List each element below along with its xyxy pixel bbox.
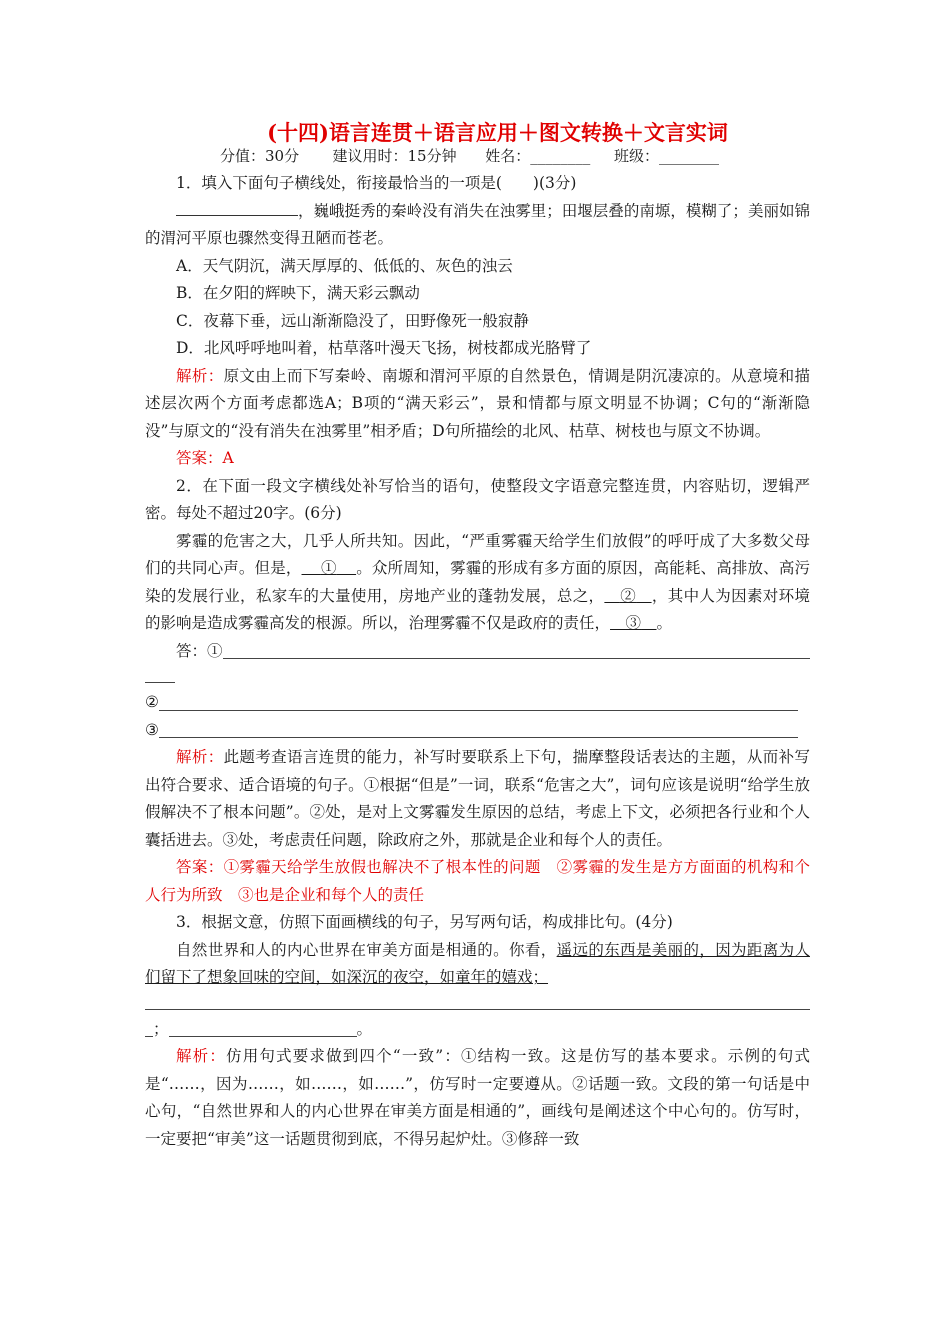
- q2-answer-line-1-cont: [145, 665, 810, 689]
- q3-stem: 3．根据文意，仿照下面画横线的句子，另写两句话，构成排比句。(4分): [176, 913, 673, 931]
- time-info: 建议用时：15分钟: [332, 147, 457, 165]
- class-field: 班级：________: [614, 147, 720, 165]
- score-info: 分值：30分: [220, 147, 300, 165]
- q2-answer-line-3: ③: [145, 717, 810, 745]
- q1-option-d: D．北风呼呼地叫着，枯草落叶漫天飞扬，树枝都成光胳臂了: [176, 339, 592, 357]
- q3-passage: 自然世界和人的内心世界在审美方面是相通的。你看，遥远的东西是美丽的，因为距离为人们留下了想象回味的空间，如深沉的夜空，如童年的嬉戏；: [145, 940, 810, 986]
- q2-blank-2: ②: [619, 586, 637, 605]
- q1-option-a: A．天气阴沉，满天厚厚的、低低的、灰色的浊云: [176, 256, 513, 275]
- document-page: [145, 118, 810, 1153]
- name-field: 姓名：________: [485, 147, 591, 165]
- q2-analysis: 解析：此题考查语言连贯的能力，补写时要联系上下句，揣摩整段话表达的主题，从而补写出符合要求、适合语境的句子。①根据“但是”一词，联系“危害之大”，词句应该是说明“给学生放假解决不了根本问题”。②处，是对上文雾霾发生原因的总结，考虑上下文，必须把各行业和个人囊括进去。③处，考虑责任问题，除政府之外，那就是企业和每个人的责任。: [145, 748, 810, 849]
- q2-answer-line-1: 答：①: [145, 638, 810, 666]
- q1-answer: 答案：A: [176, 449, 234, 467]
- q1-analysis: 解析：原文由上而下写秦岭、南塬和渭河平原的自然景色，情调是阴沉凄凉的。从意境和描述层次两个方面考虑都选A；B项的“满天彩云”，景和情都与原文明显不协调；C句的“渐渐隐没”与原文的“没有消失在浊雾里”相矛盾；D句所描绘的北风、枯草、树枝也与原文不协调。: [145, 366, 810, 440]
- q2-blank-1: ①: [320, 559, 337, 577]
- q1-stem: 1．填入下面句子横线处，衔接最恰当的一项是( )(3分): [176, 174, 577, 192]
- q2-blank-3: ③: [625, 614, 642, 632]
- q1-passage: ，巍峨挺秀的秦岭没有消失在浊雾里；田堰层叠的南塬，模糊了；美丽如锦的渭河平原也骤然变得丑陋而苍老。: [145, 198, 810, 253]
- q2-passage: 雾霾的危害之大，几乎人所共知。因此，“严重雾霾天给学生们放假”的呼吁成了大多数父母们的共同心声。但是， ① 。众所周知，雾霾的形成有多方面的原因，高能耗、高排放、高污染的发展行业，私家车的大量使用，房地产业的蓬勃发展，总之， ② ，其中人为因素对环境的影响是造成雾霾高发的根源。所以，治理雾霾不仅是政府的责任， ③ 。: [145, 531, 810, 632]
- exam-meta: [145, 146, 810, 166]
- q1-option-c: C．夜幕下垂，远山渐渐隐没了，田野像死一般寂静: [176, 311, 529, 330]
- q2-answer-line-2: ②: [145, 689, 810, 717]
- page-title: (十四)语言连贯＋语言应用＋图文转换＋文言实词: [267, 120, 728, 145]
- q3-answer-line-1: [145, 992, 810, 1016]
- q2-answer: 答案：①雾霾天给学生放假也解决不了根本性的问题 ②雾霾的发生是方方面面的机构和个人行为所致 ③也是企业和每个人的责任: [145, 858, 810, 904]
- q3-underlined-sentence: 遥远的东西是美丽的，因为距离为人们留下了想象回味的空间，如深沉的夜空，如童年的嬉戏；: [145, 940, 810, 986]
- q1-blank: [176, 199, 298, 216]
- q3-analysis: 解析：仿用句式要求做到四个“一致”：①结构一致。这是仿写的基本要求。示例的句式是“……，因为……，如……，如……”，仿写时一定要遵从。②话题一致。文段的第一句话是中心句，“自然世界和人的内心世界在审美方面是相通的”，画线句是阐述这个中心句的。仿写时，一定要把“审美”这一话题贯彻到底，不得另起炉灶。③修辞一致: [145, 1047, 810, 1148]
- q3-answer-line-2: ； 。: [145, 1016, 810, 1044]
- q1-option-b: B．在夕阳的辉映下，满天彩云飘动: [176, 284, 420, 302]
- q2-stem: 2．在下面一段文字横线处补写恰当的语句，使整段文字语意完整连贯，内容贴切，逻辑严密。每处不超过20字。(6分): [145, 476, 810, 522]
